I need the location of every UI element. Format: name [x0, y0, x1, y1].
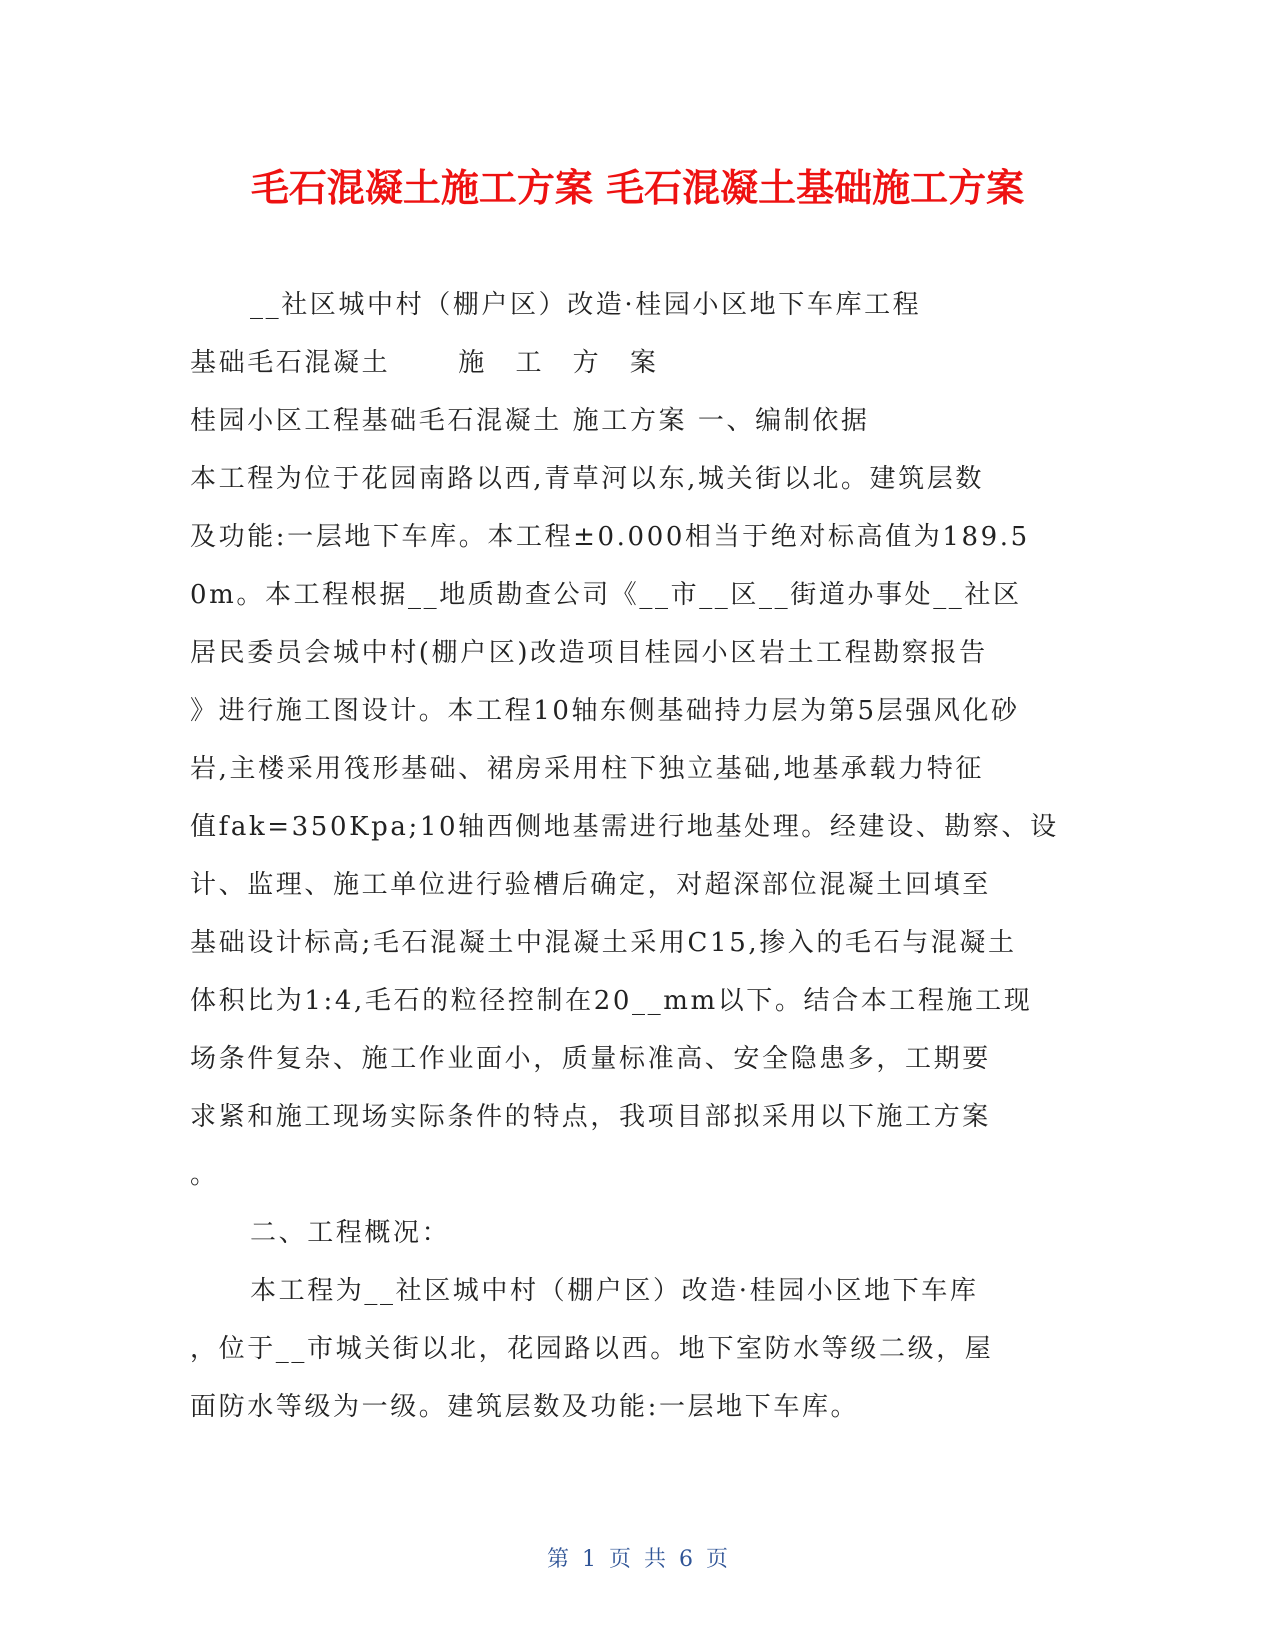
body-line: 本工程为__社区城中村（棚户区）改造·桂园小区地下车库	[250, 1276, 979, 1306]
body-line: 岩,主楼采用筏形基础、裙房采用柱下独立基础,地基承载力特征	[190, 754, 984, 784]
body-line: 及功能:一层地下车库。本工程±0.000相当于绝对标高值为189.5	[190, 522, 1030, 552]
document-title: 毛石混凝土施工方案 毛石混凝土基础施工方案	[250, 166, 1025, 210]
page-number-footer: 第 1 页 共 6 页	[547, 1547, 728, 1572]
body-line: 桂园小区工程基础毛石混凝土 施工方案 一、编制依据	[190, 406, 870, 436]
body-line: 体积比为1:4,毛石的粒径控制在20__mm以下。结合本工程施工现	[190, 986, 1033, 1016]
body-line: 求紧和施工现场实际条件的特点，我项目部拟采用以下施工方案	[190, 1102, 991, 1132]
body-line: 。	[190, 1160, 219, 1190]
body-line: 值fak=350Kpa;10轴西侧地基需进行地基处理。经建设、勘察、设	[190, 812, 1059, 842]
body-line: 0m。本工程根据__地质勘查公司《__市__区__街道办事处__社区	[190, 580, 1022, 610]
body-line: __社区城中村（棚户区）改造·桂园小区地下车库工程	[250, 290, 922, 320]
body-line: 面防水等级为一级。建筑层数及功能:一层地下车库。	[190, 1392, 860, 1422]
body-line: ，位于__市城关街以北，花园路以西。地下室防水等级二级，屋	[190, 1334, 994, 1364]
section-heading: 二、工程概况：	[250, 1218, 451, 1248]
body-line: 本工程为位于花园南路以西,青草河以东,城关街以北。建筑层数	[190, 464, 984, 494]
body-line: 场条件复杂、施工作业面小，质量标准高、安全隐患多，工期要	[190, 1044, 991, 1074]
body-line: 》进行施工图设计。本工程10轴东侧基础持力层为第5层强风化砂	[190, 696, 1020, 726]
body-line: 基础毛石混凝土 施 工 方 案	[190, 348, 659, 378]
body-line: 基础设计标高;毛石混凝土中混凝土采用C15,掺入的毛石与混凝土	[190, 928, 1017, 958]
body-line: 居民委员会城中村(棚户区)改造项目桂园小区岩土工程勘察报告	[190, 638, 988, 668]
body-line: 计、监理、施工单位进行验槽后确定，对超深部位混凝土回填至	[190, 870, 991, 900]
